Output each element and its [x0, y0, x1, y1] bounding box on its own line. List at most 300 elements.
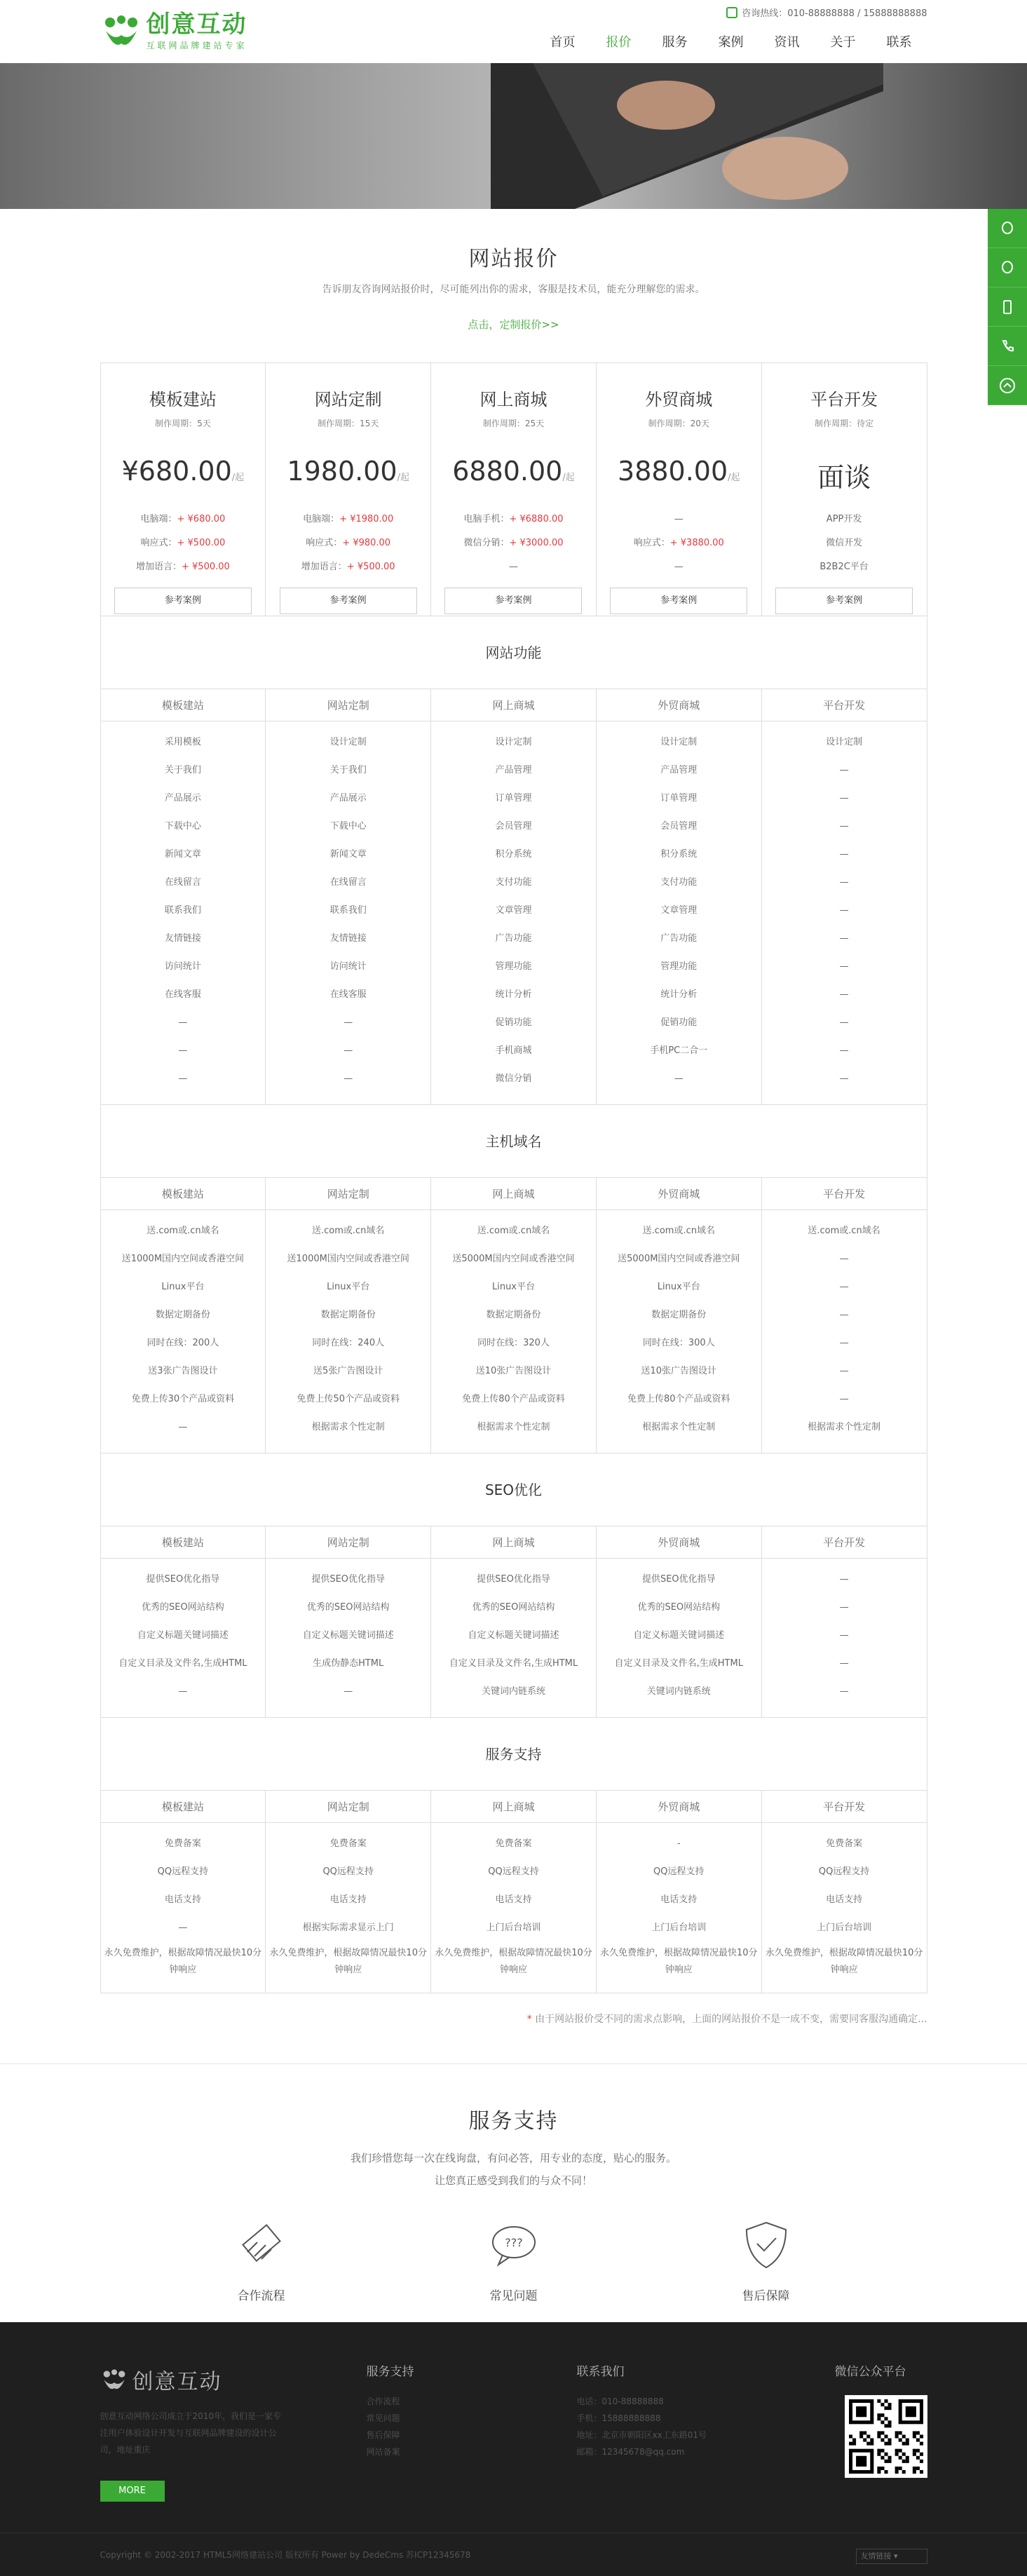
feature-column	[101, 1823, 266, 1993]
service-title: 服务支持	[468, 2109, 559, 2134]
group-body	[101, 1823, 927, 1993]
plan-row	[101, 363, 927, 616]
service-desc-line2: 让您真正感受到我们的与众不同！	[434, 2174, 592, 2187]
plan-line-value: + ¥500.00	[182, 562, 230, 572]
feature-cell: 自定义标题关键词描述	[633, 1630, 725, 1641]
footer-col-title: 微信公众平台	[834, 2365, 906, 2379]
feature-cell: 优秀的SEO网站结构	[306, 1602, 390, 1613]
feature-cell: 自定义目录及文件名,生成HTML	[118, 1658, 247, 1669]
group-column-header	[101, 689, 927, 721]
plan-line-label: 微信分销：	[463, 538, 510, 548]
feature-cell: 新闻文章	[164, 849, 201, 860]
footer-link: 电话：010-88888888	[576, 2397, 664, 2406]
qq-icon	[999, 259, 1016, 276]
reference-case-button[interactable]: 参考案例	[280, 588, 417, 614]
plan-line-value: + ¥1980.00	[339, 514, 394, 524]
nav-item-3[interactable]: 案例	[718, 35, 744, 50]
column-head: 网站定制	[266, 1526, 431, 1558]
feature-cell: 送.com或.cn域名	[311, 1226, 385, 1236]
column-head: 网站定制	[266, 1178, 431, 1209]
feature-cell: 电话支持	[495, 1894, 532, 1905]
feature-cell: 同时在线：300人	[642, 1338, 715, 1348]
feature-cell: 永久免费维护，根据故障情况最快10分钟响应	[104, 1948, 262, 1975]
plan-lines	[431, 508, 596, 579]
plan-cycle: 制作周期：待定	[815, 419, 874, 428]
qr-code-image	[849, 2399, 923, 2474]
feature-cell: 新闻文章	[329, 849, 367, 860]
plan-line	[431, 508, 596, 531]
sidebar-phone-button[interactable]	[988, 327, 1027, 366]
plan-line	[597, 555, 761, 579]
nav-item-6[interactable]: 联系	[886, 35, 912, 50]
plan-price-unit: /起	[728, 473, 740, 483]
plan-cycle: 制作周期：5天	[155, 419, 211, 428]
logo-subtitle: 互联网品牌建站专家	[146, 40, 247, 50]
reference-case-button[interactable]: 参考案例	[775, 588, 913, 614]
plan-line-label: 响应式：	[306, 538, 343, 548]
service-item-faq[interactable]	[430, 2217, 598, 2303]
footer-link[interactable]: 常见问题	[366, 2413, 400, 2423]
column-head: 网上商城	[431, 1791, 597, 1822]
footer-link: 地址：北京市朝阳区xx工东路01号	[576, 2430, 707, 2440]
feature-cell: -	[676, 1838, 681, 1849]
feature-cell: 送3张广告图设计	[148, 1366, 218, 1376]
site-footer	[0, 2322, 1027, 2576]
column-head: 模板建站	[101, 1791, 266, 1822]
plan-lines	[762, 508, 927, 579]
plan-line-label: 响应式：	[140, 538, 177, 548]
plan-line	[762, 531, 927, 555]
plan-line-value: 微信开发	[826, 538, 863, 548]
footer-link: 邮箱：12345678@qq.com	[576, 2447, 685, 2457]
feature-cell: 提供SEO优化指导	[311, 1574, 386, 1585]
feature-cell: 支付功能	[660, 877, 698, 888]
feature-cell: 广告功能	[495, 933, 532, 944]
laptop-hands-illustration	[491, 63, 883, 209]
feature-cell: 产品展示	[329, 793, 367, 804]
feature-cell: —	[839, 765, 849, 775]
plan-line-value: + ¥680.00	[177, 514, 226, 524]
column-head: 平台开发	[823, 1188, 866, 1200]
group-column-header	[101, 1178, 927, 1210]
feature-cell: 友情链接	[329, 933, 367, 944]
sidebar-top-button[interactable]	[988, 366, 1027, 405]
plan-line-value: + ¥3880.00	[669, 538, 724, 548]
reference-case-button[interactable]: 参考案例	[444, 588, 582, 614]
feature-cell: 关于我们	[329, 765, 367, 775]
feature-cell: —	[178, 1923, 188, 1933]
plan-name: 外贸商城	[645, 390, 713, 409]
feature-cell: 自定义目录及文件名,生成HTML	[449, 1658, 578, 1669]
sidebar-qq-button-2[interactable]	[988, 248, 1027, 287]
note-text: 由于网站报价受不同的需求点影响，上面的网站报价不是一成不变，需要同客服沟通确定...	[535, 2014, 927, 2025]
plan-line-label: 电脑端：	[140, 514, 177, 524]
plan-line-value: + ¥500.00	[177, 538, 226, 548]
feature-column	[266, 721, 431, 1104]
copyright: Copyright © 2002-2017 HTML5网络建站公司 版权所有 Power by DedeCms 苏ICP12345678	[100, 2550, 471, 2560]
plan-card	[266, 363, 431, 616]
service-item-label: 售后保障	[742, 2289, 790, 2303]
feature-cell: 下载中心	[329, 821, 367, 832]
plan-line-label: 电脑端：	[303, 514, 340, 524]
feature-cell: 产品管理	[660, 765, 698, 775]
footer-logo-mark-icon	[100, 2366, 128, 2394]
feature-column	[762, 1823, 927, 1993]
feature-column	[101, 1559, 266, 1717]
pricing-note	[100, 2012, 927, 2026]
feature-cell: —	[344, 1073, 353, 1084]
nav-item-2[interactable]: 服务	[662, 35, 688, 50]
plan-line-value: —	[508, 562, 518, 572]
feature-cell: 数据定期备份	[320, 1310, 376, 1320]
footer-link: 手机：15888888888	[576, 2413, 661, 2423]
group-body	[101, 721, 927, 1105]
feature-cell: —	[178, 1686, 188, 1697]
sidebar-mobile-button[interactable]	[988, 287, 1027, 327]
plan-line	[431, 531, 596, 555]
feature-cell: —	[839, 1310, 849, 1320]
feature-cell: 自定义目录及文件名,生成HTML	[614, 1658, 743, 1669]
feature-cell: —	[839, 933, 849, 944]
svg-text:???: ???	[504, 2236, 523, 2249]
feature-column	[431, 1823, 597, 1993]
feature-cell: 促销功能	[495, 1017, 532, 1028]
column-head: 平台开发	[823, 1801, 866, 1813]
plan-lines	[597, 508, 761, 579]
feature-cell: 关键词内链系统	[646, 1686, 711, 1697]
feature-cell: 设计定制	[660, 737, 698, 747]
feature-cell: 电话支持	[660, 1894, 698, 1905]
feature-cell: 产品展示	[164, 793, 201, 804]
footer-link[interactable]: 合作流程	[366, 2397, 400, 2406]
feature-cell: 根据需求个性定制	[477, 1422, 550, 1432]
feature-cell: 送.com或.cn域名	[147, 1226, 219, 1236]
feature-cell: 会员管理	[495, 821, 532, 832]
pricing-title: 网站报价	[468, 247, 559, 271]
sidebar-qq-button[interactable]	[988, 209, 1027, 248]
feature-cell: —	[674, 1073, 683, 1084]
feature-cell: 电话支持	[826, 1894, 863, 1905]
column-head: 模板建站	[101, 689, 266, 721]
column-head: 外贸商城	[597, 689, 762, 721]
logo[interactable]	[100, 10, 247, 52]
group-title: 服务支持	[101, 1718, 927, 1791]
feature-cell: —	[178, 1073, 188, 1084]
feature-cell: —	[344, 1045, 353, 1056]
plan-card	[101, 363, 266, 616]
plan-price	[762, 456, 927, 491]
main-nav	[535, 34, 927, 52]
plan-name: 模板建站	[149, 390, 217, 409]
feature-cell: 访问统计	[329, 961, 367, 972]
feature-cell: 上门后台培训	[817, 1923, 872, 1933]
phone-icon	[726, 7, 737, 18]
feature-cell: 手机商城	[495, 1045, 532, 1056]
feature-cell: 统计分析	[495, 989, 532, 1000]
handshake-icon	[233, 2217, 290, 2273]
phone-icon	[999, 338, 1016, 355]
feature-cell: —	[178, 1017, 188, 1028]
feature-cell: QQ远程支持	[157, 1866, 209, 1877]
footer-logo-text: 创意互动	[132, 2370, 222, 2394]
feature-cell: 送1000M国内空间或香港空间	[287, 1254, 409, 1264]
feature-cell: Linux平台	[161, 1282, 205, 1292]
plan-line	[101, 508, 266, 531]
feature-cell: —	[344, 1686, 353, 1697]
nav-item-0[interactable]: 首页	[550, 35, 576, 50]
footer-link[interactable]: 网站备案	[366, 2447, 400, 2457]
reference-case-button[interactable]: 参考案例	[610, 588, 747, 614]
feature-cell: 提供SEO优化指导	[146, 1574, 220, 1585]
footer-logo[interactable]	[100, 2364, 222, 2395]
feature-cell: 自定义标题关键词描述	[468, 1630, 559, 1641]
column-head: 模板建站	[101, 1526, 266, 1558]
feature-cell: —	[839, 1017, 849, 1028]
feature-cell: —	[839, 1282, 849, 1292]
feature-column	[431, 721, 597, 1104]
feature-cell: —	[839, 961, 849, 972]
feature-cell: 免费备案	[164, 1838, 201, 1849]
service-item-process[interactable]	[177, 2217, 346, 2303]
feature-cell: 同时在线：200人	[147, 1338, 219, 1348]
feature-cell: —	[344, 1017, 353, 1028]
service-desc-line1: 我们珍惜您每一次在线询盘，有问必答，用专业的态度，贴心的服务。	[350, 2152, 676, 2164]
feature-cell: 联系我们	[329, 905, 367, 916]
feature-cell: —	[839, 821, 849, 832]
feature-column	[266, 1823, 431, 1993]
footer-col-title: 服务支持	[366, 2365, 414, 2379]
feature-cell: 电话支持	[164, 1894, 201, 1905]
plan-name: 平台开发	[810, 390, 878, 409]
feature-cell: 提供SEO优化指导	[477, 1574, 550, 1585]
feature-cell: 会员管理	[660, 821, 698, 832]
feature-cell: —	[839, 1630, 849, 1641]
plan-line	[762, 555, 927, 579]
feature-cell: 送.com或.cn域名	[642, 1226, 715, 1236]
floating-sidebar	[988, 209, 1027, 405]
shield-icon	[738, 2217, 794, 2273]
plan-price-unit: /起	[231, 473, 245, 483]
plan-line-value: APP开发	[826, 514, 862, 524]
feature-column	[101, 721, 266, 1104]
plan-line	[266, 531, 430, 555]
feature-cell: 永久免费维护，根据故障情况最快10分钟响应	[269, 1948, 427, 1975]
note-star: *	[526, 2014, 532, 2025]
column-head: 网上商城	[431, 1526, 597, 1558]
feature-cell: —	[839, 989, 849, 1000]
feature-cell: 数据定期备份	[155, 1310, 210, 1320]
feature-cell: 送10张广告图设计	[641, 1366, 717, 1376]
plan-line-value: —	[674, 514, 683, 524]
plan-price-unit: /起	[397, 473, 409, 483]
column-head: 外贸商城	[597, 1791, 762, 1822]
feature-cell: 送5张广告图设计	[313, 1366, 383, 1376]
feature-cell: 订单管理	[660, 793, 698, 804]
feature-column	[266, 1210, 431, 1453]
wechat-qr-code	[845, 2395, 927, 2478]
plan-line-value: + ¥3000.00	[509, 538, 564, 548]
feature-cell: 设计定制	[826, 737, 863, 747]
banner-image	[0, 63, 1027, 209]
plan-price	[101, 456, 266, 491]
service-desc	[0, 2147, 1027, 2192]
site-header	[0, 0, 1027, 63]
feature-cell: —	[178, 1422, 188, 1432]
plan-line-value: B2B2C平台	[819, 562, 869, 572]
feature-cell: 统计分析	[660, 989, 698, 1000]
feature-cell: 免费上传80个产品或资料	[462, 1394, 565, 1404]
column-head: 平台开发	[823, 699, 866, 712]
feature-cell: 免费备案	[329, 1838, 367, 1849]
feature-column	[597, 721, 762, 1104]
feature-cell: 送.com或.cn域名	[808, 1226, 880, 1236]
feature-cell: 手机PC二合一	[650, 1045, 708, 1056]
plan-line-value: —	[674, 562, 683, 572]
feature-column	[431, 1210, 597, 1453]
plan-lines	[101, 508, 266, 579]
mobile-icon	[999, 299, 1016, 316]
feature-cell: 微信分销	[495, 1073, 532, 1084]
feature-cell: 关键词内链系统	[481, 1686, 545, 1697]
column-head: 网站定制	[266, 689, 431, 721]
feature-cell: Linux平台	[657, 1282, 700, 1292]
feature-cell: 关于我们	[164, 765, 201, 775]
feature-cell: 永久免费维护，根据故障情况最快10分钟响应	[765, 1948, 923, 1975]
plan-lines	[266, 508, 430, 579]
plan-line-value: + ¥500.00	[346, 562, 395, 572]
feature-cell: —	[839, 1658, 849, 1669]
feature-cell: QQ远程支持	[322, 1866, 374, 1877]
feature-cell: 同时在线：320人	[477, 1338, 550, 1348]
group-body	[101, 1559, 927, 1718]
plan-price-unit: /起	[562, 473, 575, 483]
feature-cell: 数据定期备份	[651, 1310, 707, 1320]
feature-cell: 送5000M国内空间或香港空间	[618, 1254, 740, 1264]
feature-cell: 根据需求个性定制	[642, 1422, 716, 1432]
column-head: 网上商城	[431, 689, 597, 721]
plan-name: 网上商城	[480, 390, 547, 409]
nav-item-4[interactable]: 资讯	[774, 35, 800, 50]
column-head: 模板建站	[101, 1178, 266, 1209]
feature-column	[597, 1823, 762, 1993]
feature-cell: 在线留言	[329, 877, 367, 888]
footer-col-wechat	[835, 2361, 906, 2379]
feature-column	[431, 1559, 597, 1717]
plan-line	[101, 531, 266, 555]
group-column-header	[101, 1526, 927, 1559]
reference-case-button[interactable]: 参考案例	[114, 588, 252, 614]
feature-cell: QQ远程支持	[488, 1866, 539, 1877]
logo-title: 创意互动	[146, 10, 247, 39]
feature-cell: 永久免费维护，根据故障情况最快10分钟响应	[435, 1948, 592, 1975]
feature-cell: 采用模板	[164, 737, 201, 747]
feature-cell: —	[839, 849, 849, 860]
feature-cell: Linux平台	[491, 1282, 535, 1292]
feature-cell: 电话支持	[329, 1894, 367, 1905]
plan-line	[597, 508, 761, 531]
feature-cell: 上门后台培训	[651, 1923, 707, 1933]
feature-cell: 自定义标题关键词描述	[302, 1630, 394, 1641]
service-item-label: 常见问题	[489, 2289, 538, 2303]
column-head: 平台开发	[823, 1536, 866, 1549]
service-item-label: 合作流程	[237, 2289, 285, 2303]
plan-line	[266, 555, 430, 579]
plan-price	[597, 456, 761, 491]
plan-price-value: ¥680.00	[121, 456, 232, 487]
feature-cell: 根据需求个性定制	[311, 1422, 385, 1432]
feature-cell: 送5000M国内空间或香港空间	[452, 1254, 575, 1264]
feature-cell: —	[839, 1602, 849, 1613]
footer-col-contact	[577, 2361, 707, 2460]
feature-cell: 免费备案	[826, 1838, 863, 1849]
plan-line	[762, 508, 927, 531]
feature-cell: —	[839, 1686, 849, 1697]
plan-line	[431, 555, 596, 579]
feature-cell: 设计定制	[329, 737, 367, 747]
plan-name: 网站定制	[314, 390, 382, 409]
column-head: 外贸商城	[597, 1178, 762, 1209]
feature-cell: —	[839, 1045, 849, 1056]
plan-price-value: 3880.00	[618, 456, 728, 487]
custom-quote-link[interactable]: 点击，定制报价>>	[468, 318, 559, 331]
feature-column	[597, 1559, 762, 1717]
group-body	[101, 1210, 927, 1453]
column-head: 网站定制	[266, 1791, 431, 1822]
plan-line	[597, 531, 761, 555]
feature-cell: 根据需求个性定制	[808, 1422, 881, 1432]
plan-price-value: 面谈	[817, 462, 871, 493]
feature-cell: 同时在线：240人	[312, 1338, 385, 1348]
feature-cell: 在线客服	[164, 989, 201, 1000]
plan-cycle: 制作周期：15天	[318, 419, 379, 428]
nav-item-1[interactable]: 报价	[606, 35, 632, 50]
hotline	[726, 6, 927, 19]
feature-cell: 优秀的SEO网站结构	[637, 1602, 721, 1613]
friend-links-select[interactable]: 友情链接 ▾	[856, 2549, 927, 2564]
back-to-top-icon	[998, 377, 1016, 395]
column-head: 外贸商城	[597, 1526, 762, 1558]
feature-cell: 管理功能	[660, 961, 698, 972]
feature-column	[762, 1559, 927, 1717]
feature-cell: 积分系统	[660, 849, 698, 860]
footer-col-title: 联系我们	[576, 2365, 625, 2379]
footer-bottom	[0, 2533, 1027, 2576]
footer-link[interactable]: 售后保障	[366, 2430, 400, 2440]
feature-cell: 提供SEO优化指导	[641, 1574, 716, 1585]
feature-cell: 支付功能	[495, 877, 532, 888]
footer-more-button[interactable]: MORE	[100, 2481, 165, 2502]
feature-cell: —	[178, 1045, 188, 1056]
feature-cell: 送1000M国内空间或香港空间	[121, 1254, 245, 1264]
price-table	[100, 362, 927, 1993]
chat-bubble-icon	[486, 2217, 542, 2273]
service-item-warranty[interactable]	[682, 2217, 850, 2303]
qq-icon	[999, 220, 1016, 237]
feature-cell: 自定义标题关键词描述	[137, 1630, 229, 1641]
feature-column	[266, 1559, 431, 1717]
nav-item-5[interactable]: 关于	[830, 35, 856, 50]
feature-cell: 管理功能	[495, 961, 532, 972]
feature-cell: 下载中心	[164, 821, 201, 832]
feature-cell: 设计定制	[495, 737, 532, 747]
feature-cell: 免费备案	[495, 1838, 532, 1849]
feature-column	[597, 1210, 762, 1453]
feature-cell: 广告功能	[660, 933, 698, 944]
plan-card	[597, 363, 762, 616]
feature-cell: QQ远程支持	[653, 1866, 705, 1877]
feature-cell: 产品管理	[495, 765, 532, 775]
group-title: 网站功能	[101, 616, 927, 689]
